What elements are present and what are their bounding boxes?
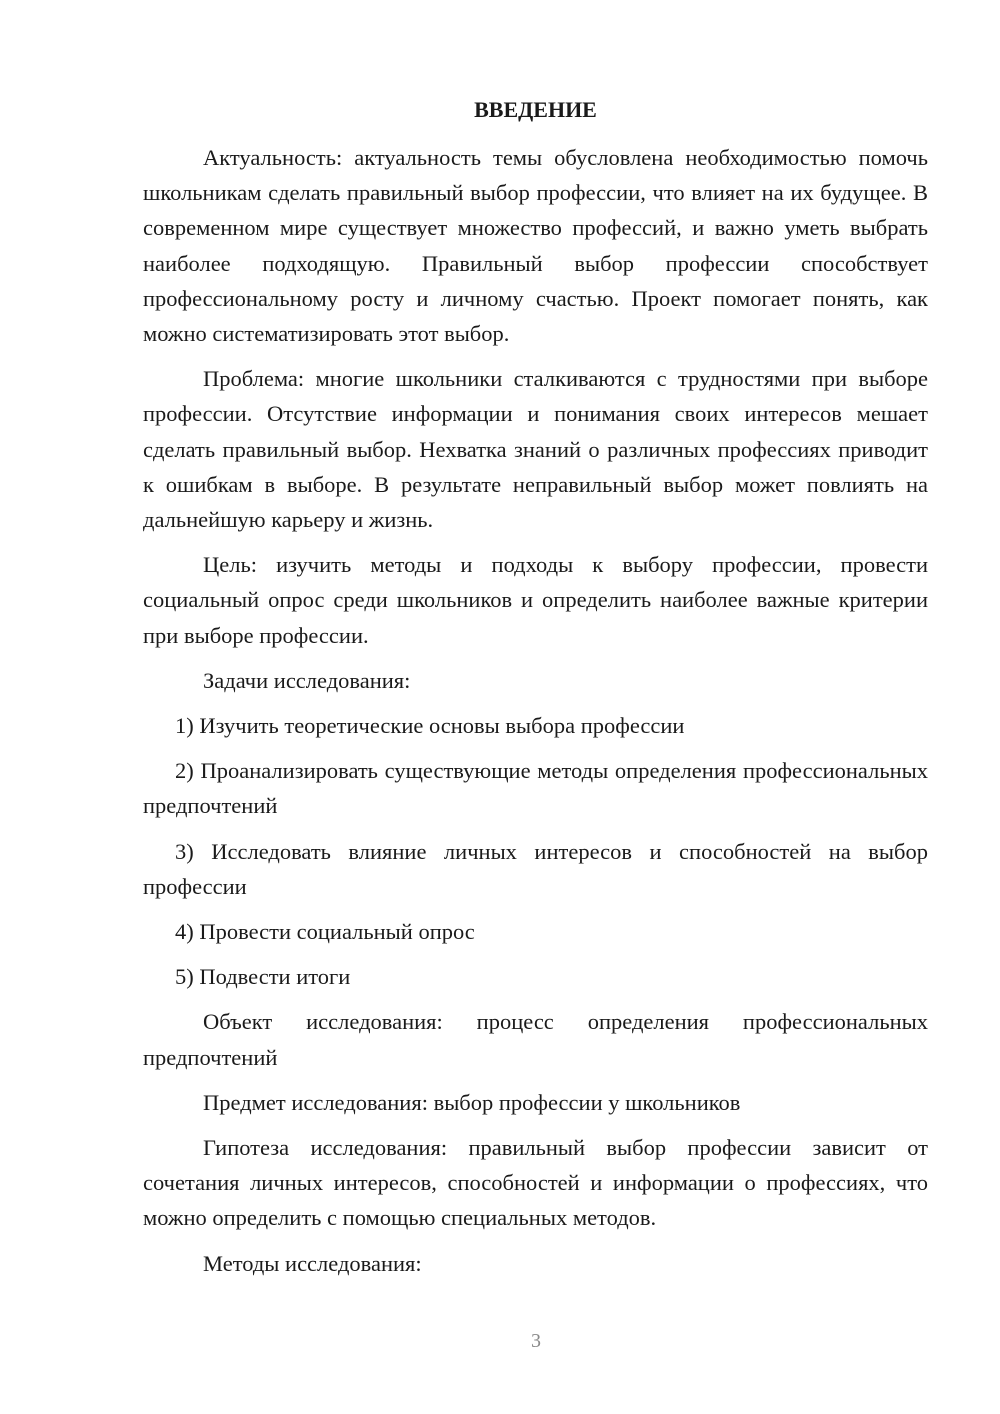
paragraph-relevance: Актуальность: актуальность темы обусловлена необходимостью помочь школьникам сделать правильный выбор профессии, что влияет на их будущее. В современном мире существует множество профессий, и важно уметь выбрать наиболее подходящую. Правильный выбор профессии способствует профессиональному росту и личному счастью. Проект помогает понять, как можно систематизировать этот выбор. (143, 145, 928, 347)
document-page (143, 92, 928, 1291)
paragraph-tasks-heading: Задачи исследования: (203, 667, 411, 693)
task-list-item-1: 1) Изучить теоретические основы выбора профессии (175, 713, 685, 739)
task-list-item-4: 4) Провести социальный опрос (175, 919, 475, 945)
task-list-item-3: 3) Исследовать влияние личных интересов и способностей на выбор профессии (143, 838, 928, 899)
task-list-item-5: 5) Подвести итоги (175, 964, 351, 990)
paragraph-hypothesis: Гипотеза исследования: правильный выбор профессии зависит от сочетания личных интересов, способностей и информации о профессиях, что можно определить с помощью специальных методов. (143, 1135, 928, 1231)
task-list-item-2: 2) Проанализировать существующие методы определения профессиональных предпочтений (143, 758, 928, 819)
page-number: 3 (531, 1330, 541, 1352)
paragraph-object: Объект исследования: процесс определения профессиональных предпочтений (143, 1009, 928, 1070)
page-title: ВВЕДЕНИЕ (474, 97, 597, 122)
paragraph-goal: Цель: изучить методы и подходы к выбору профессии, провести социальный опрос среди школьников и определить наиболее важные критерии при выборе профессии. (143, 552, 928, 648)
paragraph-problem: Проблема: многие школьники сталкиваются с трудностями при выборе профессии. Отсутствие информации и понимания своих интересов мешает сделать правильный выбор. Нехватка знаний о различных профессиях приводит к ошибкам в выборе. В результате неправильный выбор может повлиять на дальнейшую карьеру и жизнь. (143, 366, 928, 533)
paragraph-methods: Методы исследования: (203, 1250, 422, 1276)
paragraph-subject: Предмет исследования: выбор профессии у школьников (203, 1089, 741, 1115)
